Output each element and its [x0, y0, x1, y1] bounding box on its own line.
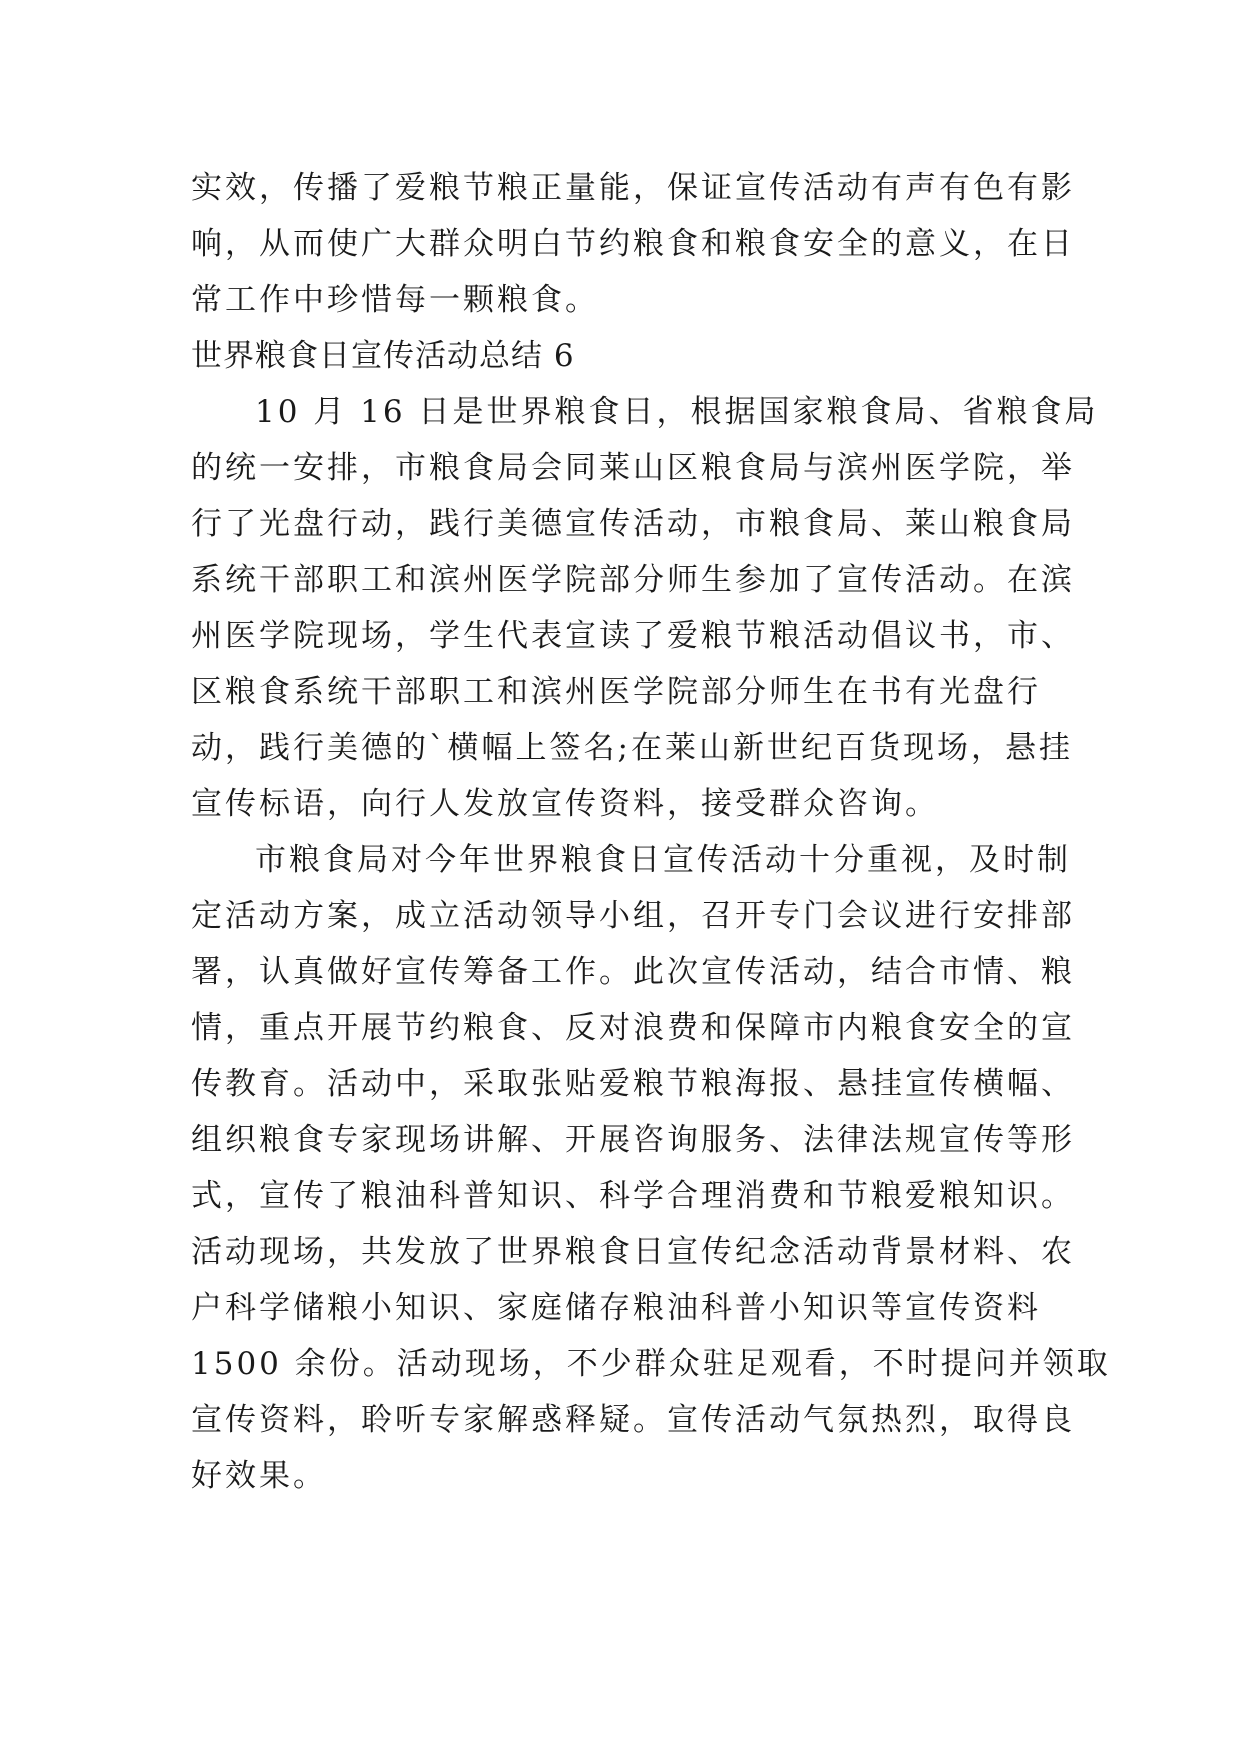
- previous-paragraph: [191, 160, 1075, 328]
- section-heading: 世界粮食日宣传活动总结 6: [191, 338, 575, 374]
- document-page: [191, 160, 1111, 1504]
- text-line: 市粮食局对今年世界粮食日宣传活动十分重视，及时制: [255, 842, 1071, 878]
- text-line: 宣传资料，聆听专家解惑释疑。宣传活动气氛热烈，取得良: [191, 1402, 1075, 1438]
- text-line: 宣传标语，向行人发放宣传资料，接受群众咨询。: [191, 786, 939, 822]
- text-line: 式，宣传了粮油科普知识、科学合理消费和节粮爱粮知识。: [191, 1178, 1075, 1214]
- text-line: 常工作中珍惜每一颗粮食。: [191, 282, 599, 318]
- text-line: 10 月 16 日是世界粮食日，根据国家粮食局、省粮食局: [255, 394, 1099, 430]
- text-line: 好效果。: [191, 1458, 327, 1494]
- text-line: 1500 余份。活动现场，不少群众驻足观看，不时提问并领取: [191, 1346, 1111, 1382]
- text-line: 州医学院现场，学生代表宣读了爱粮节粮活动倡议书，市、: [191, 618, 1075, 654]
- text-line: 行了光盘行动，践行美德宣传活动，市粮食局、莱山粮食局: [191, 506, 1075, 542]
- paragraph-2: [191, 832, 1111, 1504]
- text-line: 区粮食系统干部职工和滨州医学院部分师生在书有光盘行: [191, 674, 1041, 710]
- text-line: 署，认真做好宣传筹备工作。此次宣传活动，结合市情、粮: [191, 954, 1075, 990]
- text-line: 响，从而使广大群众明白节约粮食和粮食安全的意义，在日: [191, 226, 1075, 262]
- paragraph-1: [191, 384, 1099, 832]
- text-line: 定活动方案，成立活动领导小组，召开专门会议进行安排部: [191, 898, 1075, 934]
- text-line: 户科学储粮小知识、家庭储存粮油科普小知识等宣传资料: [191, 1290, 1041, 1326]
- text-line: 的统一安排，市粮食局会同莱山区粮食局与滨州医学院，举: [191, 450, 1075, 486]
- text-line: 情，重点开展节约粮食、反对浪费和保障市内粮食安全的宣: [191, 1010, 1075, 1046]
- text-line: 组织粮食专家现场讲解、开展咨询服务、法律法规宣传等形: [191, 1122, 1075, 1158]
- text-line: 传教育。活动中，采取张贴爱粮节粮海报、悬挂宣传横幅、: [191, 1066, 1075, 1102]
- text-line: 实效，传播了爱粮节粮正量能，保证宣传活动有声有色有影: [191, 170, 1075, 206]
- text-line: 活动现场，共发放了世界粮食日宣传纪念活动背景材料、农: [191, 1234, 1075, 1270]
- text-line: 动，践行美德的`横幅上签名;在莱山新世纪百货现场，悬挂: [191, 730, 1073, 766]
- text-line: 系统干部职工和滨州医学院部分师生参加了宣传活动。在滨: [191, 562, 1075, 598]
